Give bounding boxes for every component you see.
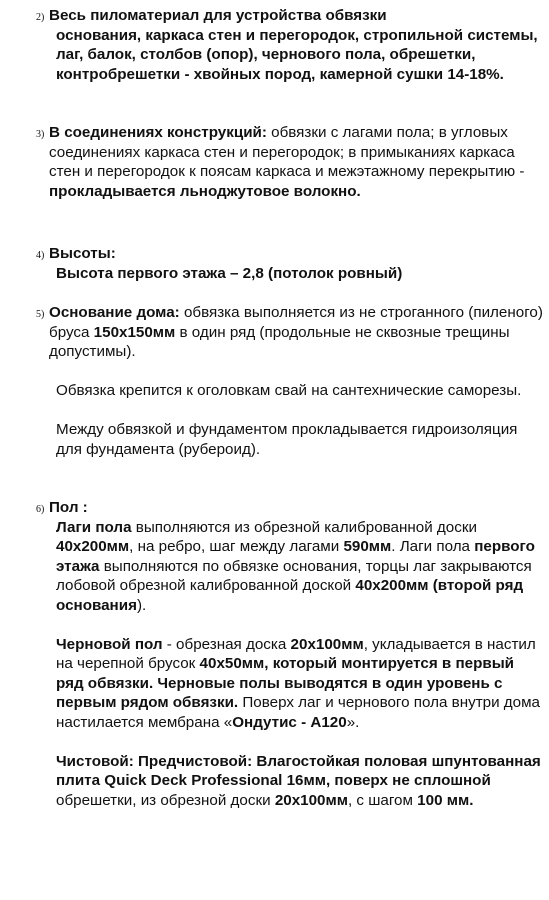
section-6-paragraph-finish: Чистовой: Предчистовой: Влагостойкая половая шпунтованная плита Quick Deck Professional 16мм, поверх не сплошной обрешетки, из обрезной доски 20х100мм, с шагом 100 мм. (56, 752, 541, 809)
section-body (49, 303, 545, 459)
section-number: 2) (36, 12, 45, 23)
section-4-line: Высота первого этажа – 2,8 (потолок ровный) (56, 264, 403, 282)
section-2 (0, 6, 545, 84)
section-5 (0, 303, 545, 459)
section-3-lead: В соединениях конструкций: (49, 124, 267, 141)
section-6 (0, 498, 545, 810)
section-6-paragraph-subfloor: Черновой пол - обрезная доска 20х100мм, укладывается в настил на черепной брусок 40х50мм, который монтируется в первый ряд обвязки. Черновые полы выводятся в один уровень с первым рядом обвязки. Поверх лаг и чернового пола внутри дома настилается мембрана «Ондутис - А120». (56, 635, 540, 731)
section-5-lead: Основание дома: (49, 304, 180, 321)
section-number: 6) (36, 504, 45, 515)
section-4 (0, 244, 545, 283)
section-5-size: 150х150мм (93, 323, 176, 341)
section-body (49, 123, 545, 201)
section-number: 5) (36, 309, 45, 320)
section-5-text: обвязка выполняется из не строганного (пиленого) бруса (49, 304, 543, 341)
section-4-title: Высоты: (49, 245, 116, 262)
section-number: 4) (36, 250, 45, 261)
section-6-paragraph-joists: Лаги пола выполняются из обрезной калиброванной доски 40х200мм, на ребро, шаг между лагами 590мм. Лаги пола первого этажа выполняются по обвязке основания, торцы лаг закрываются лобовой обрезной калиброванной доской 40х200мм (второй ряд основания). (56, 518, 535, 614)
section-5-paragraph-3: Между обвязкой и фундаментом прокладывается гидроизоляция для фундамента (рубероид). (56, 421, 518, 458)
section-6-title: Пол : (49, 499, 88, 516)
section-2-first-line: Весь пиломатериал для устройства обвязки (49, 7, 387, 24)
section-3-text: обвязки с лагами пола; в угловых соединениях каркаса стен и перегородок; в примыканиях каркаса стен и перегородок к поясам каркаса и межэтажному перекрытию - (49, 124, 525, 180)
section-body (49, 6, 545, 84)
section-2-text: основания, каркаса стен и перегородок, стропильной системы, лаг, балок, столбов (опор), чернового пола, обрешетки, контробрешетки - хвойных пород, камерной сушки 14-18%. (56, 26, 538, 83)
section-body (49, 498, 545, 810)
section-body (49, 244, 545, 283)
section-3 (0, 123, 545, 201)
section-number: 3) (36, 129, 45, 140)
section-5-text-2: в один ряд (продольные не сквозные трещины допустимы). (49, 323, 510, 360)
section-5-paragraph-2: Обвязка крепится к оголовкам свай на сантехнические саморезы. (56, 382, 522, 399)
section-3-tail: прокладывается льноджутовое волокно. (49, 182, 361, 200)
